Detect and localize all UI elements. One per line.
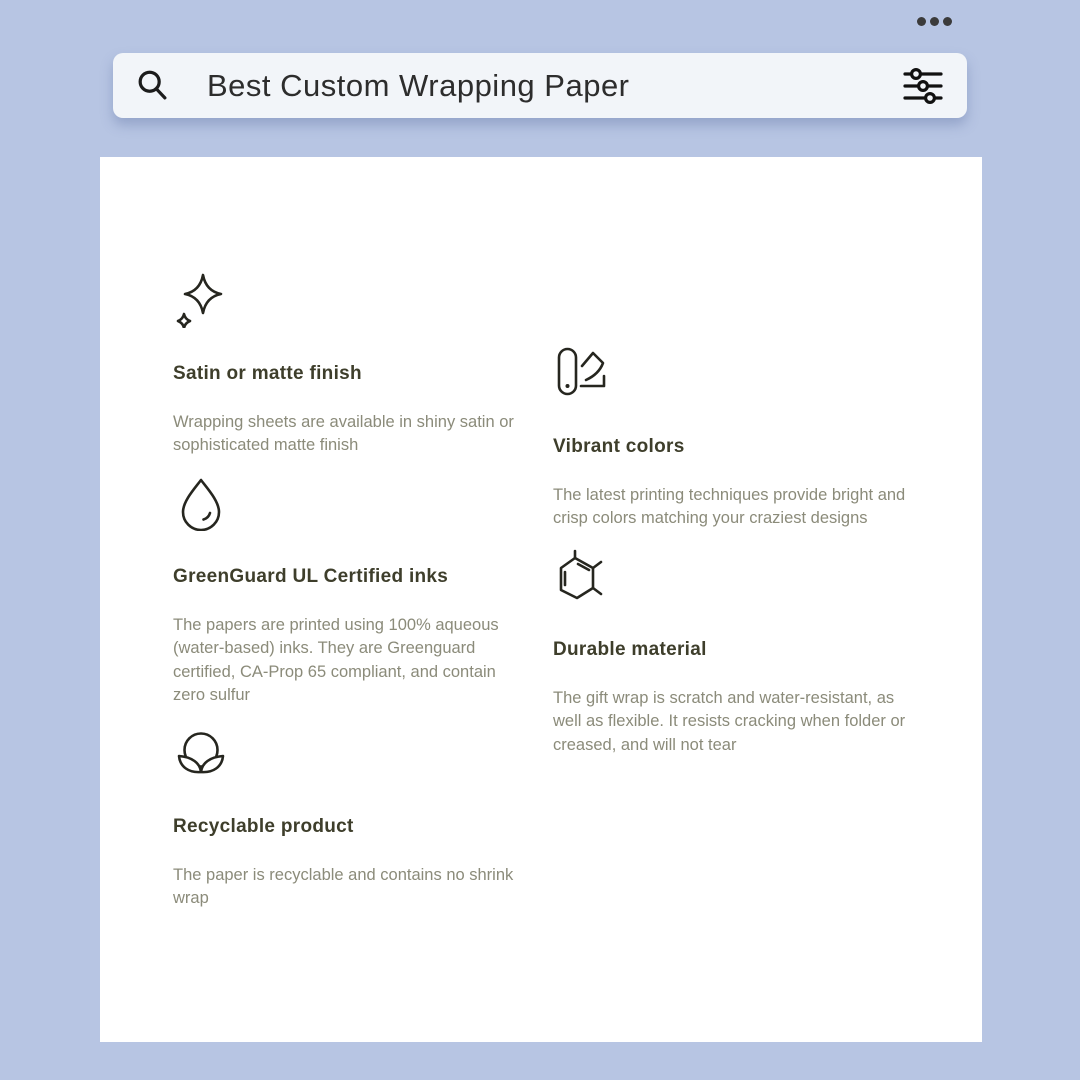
water-droplet-icon [173, 475, 229, 531]
feature-title: Vibrant colors [553, 436, 685, 457]
more-options-button[interactable] [917, 17, 952, 26]
feature-durable-material [553, 548, 925, 757]
feature-description: The paper is recyclable and contains no shrink wrap [173, 865, 514, 907]
features-columns [100, 157, 982, 927]
ellipsis-dot-icon [917, 17, 926, 26]
feature-description: The gift wrap is scratch and water-resistant, as well as flexible. It resists cracking when folder or creased, and will not tear [553, 688, 906, 754]
feature-satin-finish [173, 272, 518, 458]
search-input[interactable]: Best Custom Wrapping Paper [207, 67, 630, 103]
leaf-circle-icon [173, 725, 229, 781]
feature-title: Recyclable product [173, 815, 354, 837]
molecule-hexagon-icon [553, 548, 609, 604]
features-column-left [173, 272, 518, 927]
filter-sliders-icon[interactable] [901, 66, 945, 106]
features-column-right [553, 345, 925, 927]
feature-recyclable [173, 725, 518, 911]
feature-title: GreenGuard UL Certified inks [173, 565, 449, 587]
sparkle-icon [173, 272, 229, 328]
feature-description: The latest printing techniques provide bright and crisp colors matching your craziest designs [553, 486, 906, 528]
search-icon [134, 67, 172, 105]
ellipsis-dot-icon [930, 17, 939, 26]
ellipsis-dot-icon [943, 17, 952, 26]
feature-description: The papers are printed using 100% aqueous (water-based) inks. They are Greenguard certified, CA-Prop 65 compliant, and contain zero sulfur [173, 615, 499, 705]
feature-title: Durable material [553, 638, 707, 660]
feature-title: Satin or matte finish [173, 363, 362, 384]
feature-description: Wrapping sheets are available in shiny satin or sophisticated matte finish [173, 413, 514, 455]
features-card [100, 157, 982, 1042]
feature-certified-inks [173, 475, 518, 708]
color-swatches-icon [553, 345, 609, 401]
feature-vibrant-colors [553, 345, 925, 531]
search-bar[interactable] [113, 53, 967, 118]
